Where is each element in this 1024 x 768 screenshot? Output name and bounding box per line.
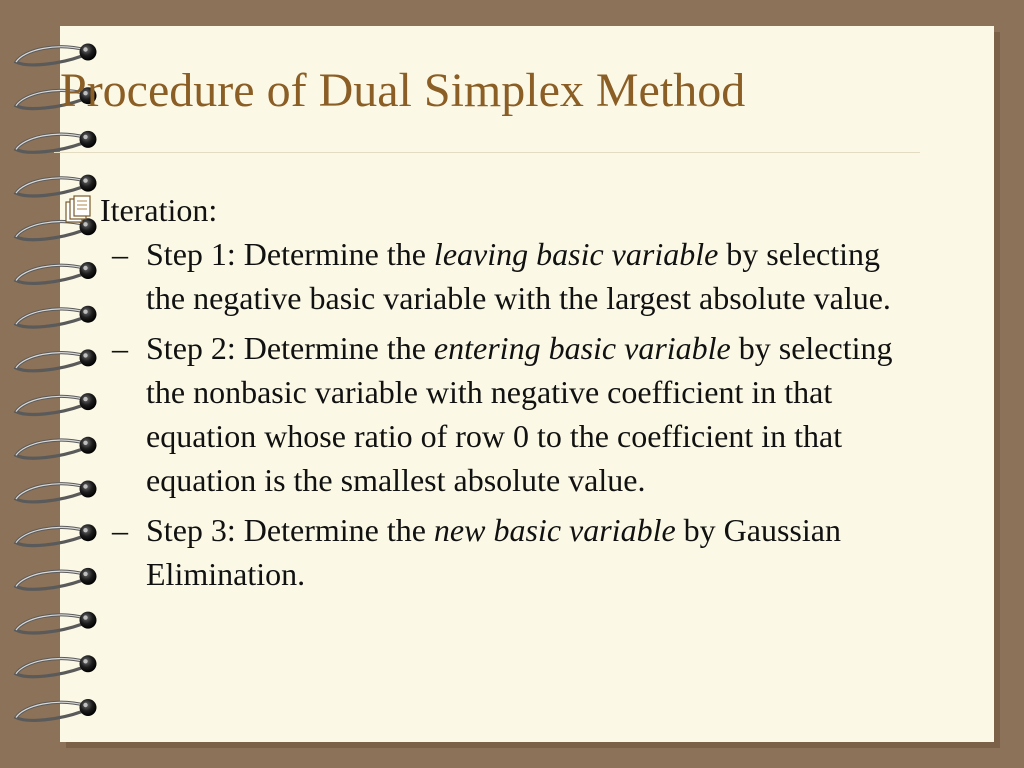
step-item-2 [62,326,922,502]
steps-list [62,232,922,596]
binding-ring [16,131,97,152]
step-emphasis: entering basic variable [433,330,731,366]
dash-marker: – [112,512,128,548]
slide-title: Procedure of Dual Simplex Method [60,64,746,117]
bullet-label: Iteration: [100,192,218,228]
dash-marker: – [112,236,128,272]
bullet-iteration [62,188,922,232]
title-divider [54,152,920,153]
binding-ring [16,699,97,720]
step-text: Step 1: Determine the [146,236,434,272]
step-text: by selecting the negative basic variable with the largest absolute value. [146,236,891,316]
step-text: Step 3: Determine the [146,512,434,548]
step-item-3 [62,508,922,596]
step-item-1 [62,232,922,320]
step-text: Step 2: Determine the [146,330,434,366]
step-emphasis: new basic variable [433,512,676,548]
dash-marker: – [112,330,128,366]
notepad-icon [62,193,96,227]
step-text: by selecting the nonbasic variable with negative coefficient in that equation whose ratio of row 0 to the coefficient in that equation is the smallest absolute value. [146,330,893,498]
slide-content [62,188,922,596]
step-emphasis: leaving basic variable [433,236,719,272]
binding-ring [16,612,97,633]
binding-ring [16,655,97,676]
step-text: by Gaussian Elimination. [146,512,841,592]
